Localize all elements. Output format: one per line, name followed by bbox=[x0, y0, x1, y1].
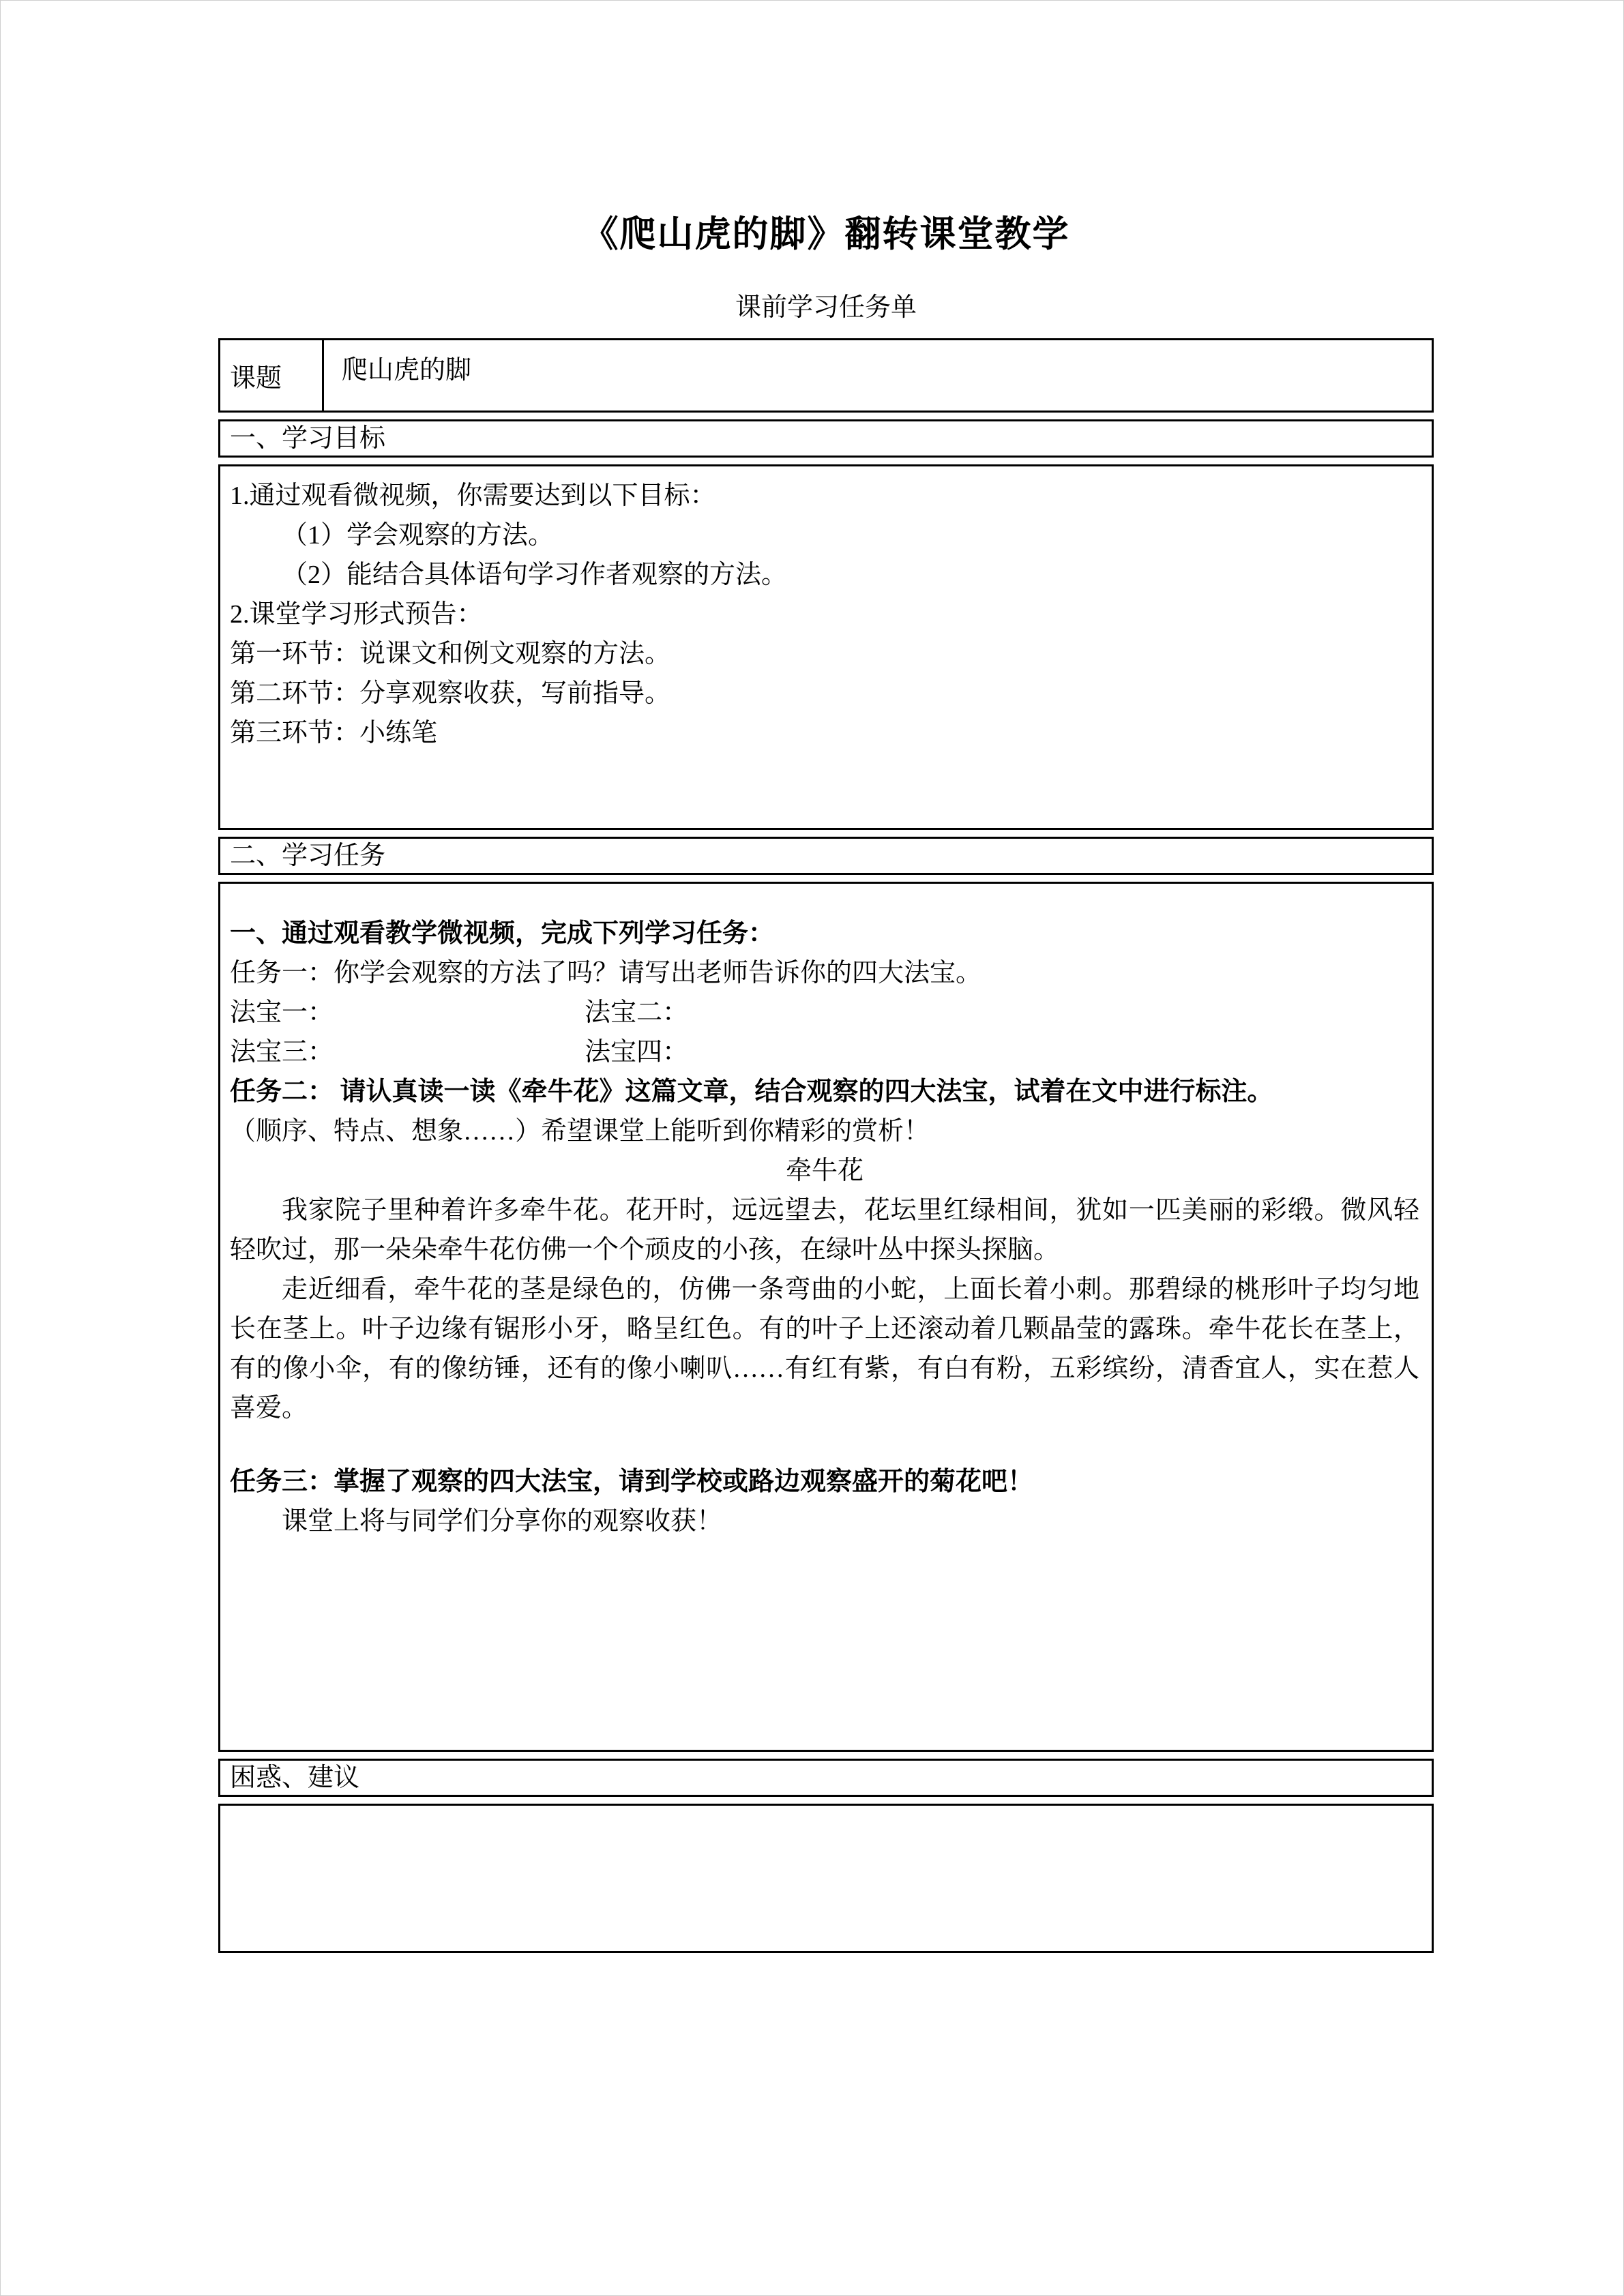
objective-line: 第一环节：说课文和例文观察的方法。 bbox=[230, 640, 671, 668]
essay-title: 牵牛花 bbox=[785, 1157, 863, 1185]
tasks-intro: 一、通过观看教学微视频，完成下列学习任务： bbox=[230, 919, 775, 948]
topic-value: 爬山虎的脚 bbox=[342, 356, 472, 385]
task3-note: 课堂上将与同学们分享你的观察收获！ bbox=[282, 1507, 723, 1536]
treasure-blank-2: 法宝二： bbox=[585, 998, 689, 1027]
page-subtitle: 课前学习任务单 bbox=[735, 293, 917, 322]
objective-line: （2）能结合具体语句学习作者观察的方法。 bbox=[282, 561, 788, 589]
topic-label: 课题 bbox=[220, 340, 324, 411]
objective-line: 第三环节：小练笔 bbox=[230, 719, 438, 747]
objective-line: 1.通过观看微视频，你需要达到以下目标： bbox=[230, 481, 716, 510]
objective-line: 第二环节：分享观察收获，写前指导。 bbox=[230, 679, 671, 708]
section-header-objectives: 一、学习目标 bbox=[218, 419, 1434, 458]
task1-text: 任务一：你学会观察的方法了吗？请写出老师告诉你的四大法宝。 bbox=[230, 959, 982, 987]
section-header-feedback: 困惑、建议 bbox=[218, 1759, 1434, 1797]
objectives-content bbox=[218, 464, 1434, 830]
essay-paragraph-2: 走近细看，牵牛花的茎是绿色的，仿佛一条弯曲的小蛇，上面长着小刺。那碧绿的桃形叶子均匀地长在茎上。叶子边缘有锯形小牙，略呈红色。有的叶子上还滚动着几颗晶莹的露珠。牵牛花长在茎上，有的像小伞，有的像纺锤，还有的像小喇叭……有红有紫，有白有粉，五彩缤纷，清香宜人，实在惹人喜爱。 bbox=[230, 1275, 1419, 1422]
task2-note: （顺序、特点、想象……）希望课堂上能听到你精彩的赏析！ bbox=[230, 1117, 930, 1146]
treasure-row bbox=[230, 993, 1419, 1032]
task3-text: 任务三：掌握了观察的四大法宝，请到学校或路边观察盛开的菊花吧！ bbox=[230, 1467, 1034, 1496]
topic-row bbox=[218, 338, 1434, 413]
treasure-blank-1: 法宝一： bbox=[230, 998, 334, 1027]
objective-line: （1）学会观察的方法。 bbox=[282, 521, 555, 550]
tasks-content bbox=[218, 882, 1434, 1752]
essay-paragraph-1: 我家院子里种着许多牵牛花。花开时，远远望去，花坛里红绿相间，犹如一匹美丽的彩缎。微风轻轻吹过，那一朵朵牵牛花仿佛一个个顽皮的小孩，在绿叶丛中探头探脑。 bbox=[230, 1196, 1419, 1264]
page-title: 《爬山虎的脚》翻转课堂教学 bbox=[582, 215, 1070, 254]
treasure-row bbox=[230, 1032, 1419, 1072]
worksheet bbox=[218, 1, 1434, 1960]
treasure-blank-3: 法宝三： bbox=[230, 1038, 334, 1067]
feedback-empty-area bbox=[218, 1804, 1434, 1953]
treasure-blank-4: 法宝四： bbox=[585, 1038, 689, 1067]
worksheet-table bbox=[218, 338, 1434, 1953]
section-header-tasks: 二、学习任务 bbox=[218, 837, 1434, 875]
task2-text: 任务二： 请认真读一读《牵牛花》这篇文章，结合观察的四大法宝，试着在文中进行标注。 bbox=[230, 1077, 1273, 1106]
objective-line: 2.课堂学习形式预告： bbox=[230, 600, 483, 629]
